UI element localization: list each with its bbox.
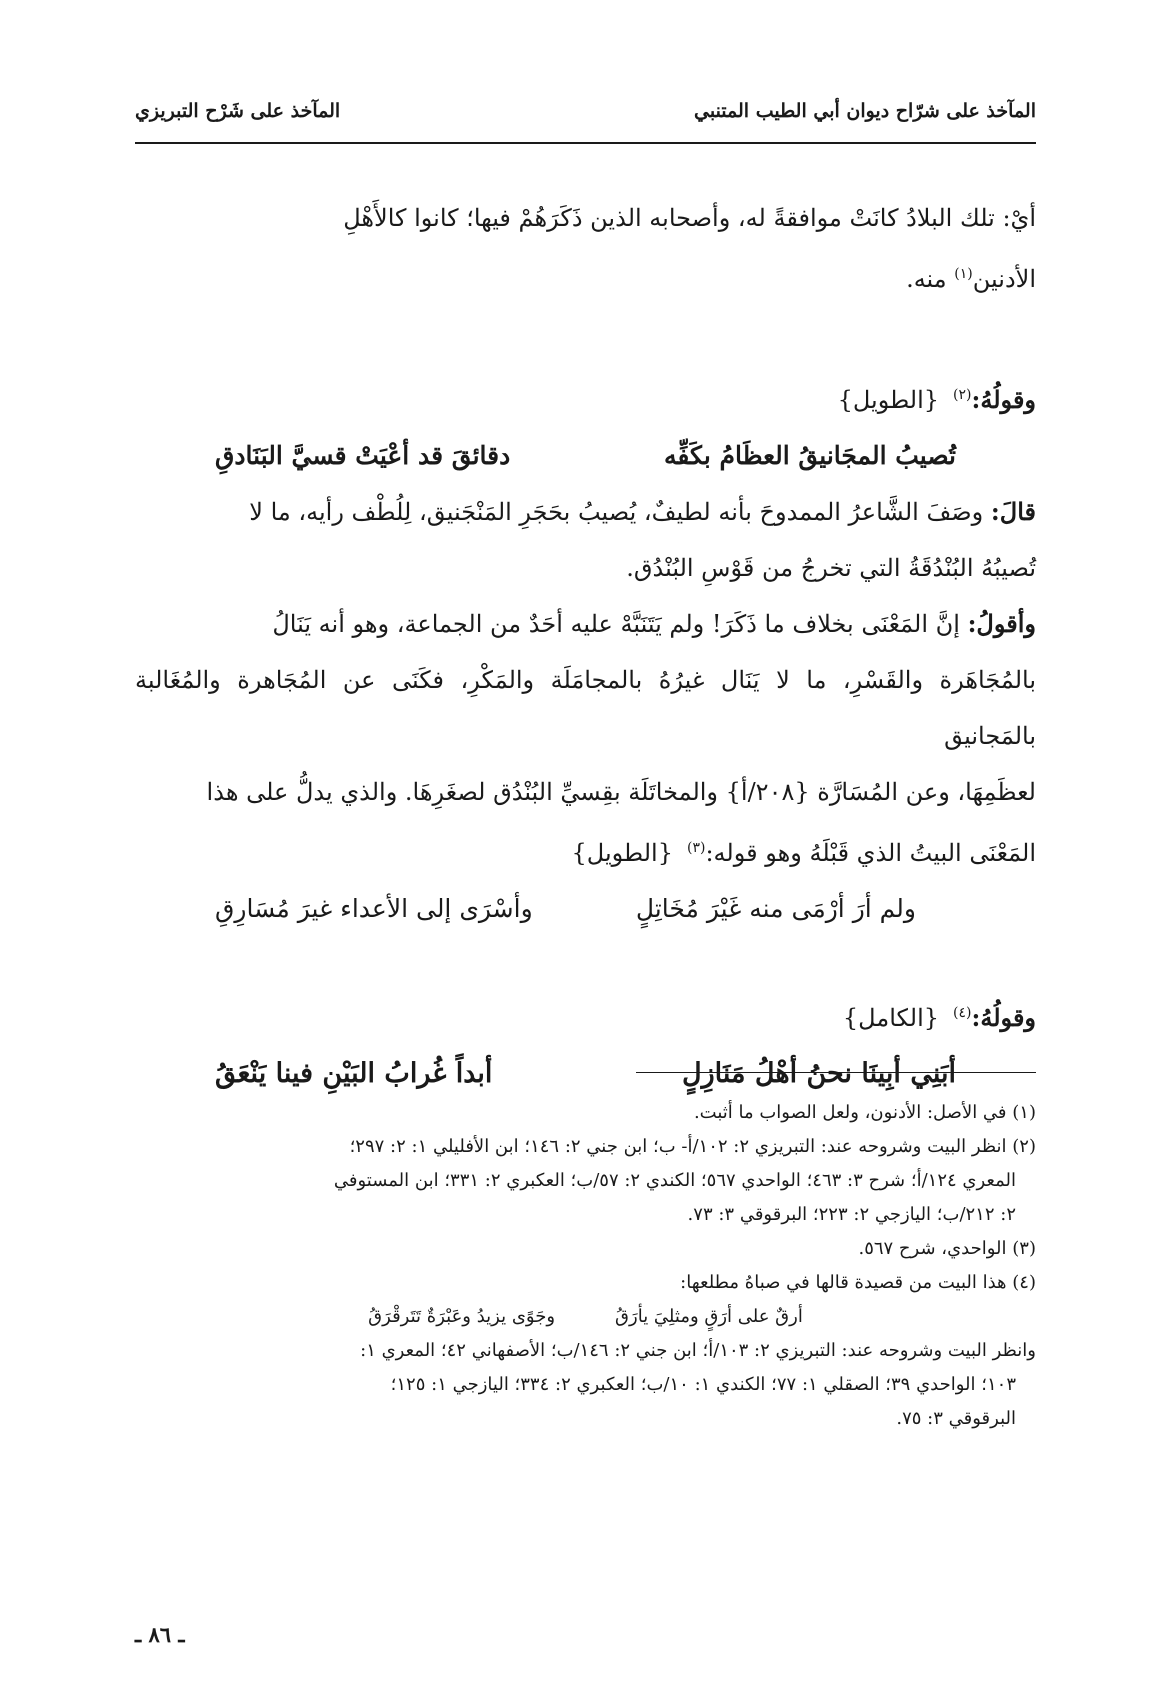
footnotes [135, 1096, 1036, 1436]
footnote-2: (٢) انظر البيت وشروحه عند: التبريزي ٢: ١٠٢/أ- ب؛ ابن جني ٢: ١٤٦؛ ابن الأفليلي ١: ٢: ٢٩٧؛ [349, 1136, 1036, 1157]
paragraph-line: بالمُجَاهَرة والقَسْرِ، ما لا يَنَال غيرُهُ بالمجامَلَة والمَكْرِ، فكَنَى عن المُجَاهرة والمُغَالبة بالمَجانيق [135, 666, 1036, 750]
footnote-4-cont: البرقوقي ٣: ٧٥. [896, 1408, 1016, 1429]
footnote-ref[interactable]: (٣) [687, 840, 706, 856]
header-rule [135, 142, 1036, 144]
paragraph-line [135, 820, 1036, 881]
text-run: وصَفَ الشَّاعرُ الممدوحَ بأنه لطيفٌ، يُصيبُ بحَجَرِ المَنْجَنيق، لِلُطْف رأيه، ما لا [249, 498, 991, 526]
footnote-4-cont: ١٠٣؛ الواحدي ٣٩؛ الصقلي ١: ٧٧؛ الكندي ١: ١٠/ب؛ العكبري ٢: ٣٣٤؛ اليازجي ١: ١٢٥؛ [390, 1374, 1016, 1395]
footnote-4-cont: وانظر البيت وشروحه عند: التبريزي ٢: ١٠٣/أ؛ ابن جني ٢: ١٤٦/ب؛ الأصفهاني ٤٢؛ المعري ١: [360, 1340, 1036, 1361]
meter-name: {الطويل} [837, 386, 940, 414]
running-head-book-title: المآخذ على شرّاح ديوان أبي الطيب المتنبي [694, 100, 1036, 122]
footnote-4: (٤) هذا البيت من قصيدة قالها في صباهُ مطلعها: [680, 1272, 1036, 1293]
paragraph-line [135, 246, 1036, 307]
running-head-chapter-title: المآخذ على شَرْح التبريزي [135, 100, 341, 122]
verse-first-hemistich: تُصيبُ المجَانيقُ العظَامُ بكَفِّه [663, 441, 956, 470]
running-head [135, 100, 1036, 140]
main-text [135, 190, 1036, 1102]
verse-line [135, 881, 1036, 937]
verse-line [135, 428, 1036, 484]
page-number: ـ ٨٦ ـ [135, 1622, 185, 1647]
verse-line [135, 1046, 1036, 1102]
quote-label: وقولُهُ: [971, 1003, 1036, 1032]
verse-first-hemistich: ولم أرَ أرْمَى منه غَيْرَ مُخَاتِلٍ [635, 894, 916, 923]
paragraph-line [135, 484, 1036, 540]
text-run: المَعْنَى البيتُ الذي قَبْلَهُ وهو قوله: [705, 839, 1036, 867]
section-gap [135, 307, 1036, 367]
verse-second-hemistich: وأسْرَى إلى الأعداء غيرَ مُسَارِقِ [215, 894, 533, 923]
aqul-label: وأقولُ: [967, 609, 1036, 638]
footnote-verse-second: وجَوًى يزيدُ وعَبْرَةٌ تَتَرقْرَقُ [368, 1306, 556, 1327]
footnote-verse-first: أرقٌ على أرَقٍ ومثلِيَ يأرَقُ [615, 1306, 803, 1327]
verse-second-hemistich: دقائقَ قد أعْيَتْ قسيَّ البَنَادقِ [215, 441, 511, 470]
footnote-2-cont: ٢: ٢١٢/ب؛ اليازجي ٢: ٢٢٣؛ البرقوقي ٣: ٧٣. [687, 1204, 1016, 1225]
qal-label: قالَ: [990, 497, 1036, 526]
footnote-ref[interactable]: (٤) [953, 1005, 972, 1021]
footnote-3: (٣) الواحدي، شرح ٥٦٧. [858, 1238, 1036, 1259]
verse-intro [135, 367, 1036, 428]
section-gap [135, 937, 1036, 985]
text-run: الأدنين [972, 265, 1036, 293]
quote-label: وقولُهُ: [971, 385, 1036, 414]
paragraph-line [135, 596, 1036, 652]
verse-intro [135, 985, 1036, 1046]
footnote-ref[interactable]: (١) [954, 266, 973, 282]
verse-first-hemistich: أبَنِي أبِينَا نحنُ أهْلُ مَنَازِلٍ [682, 1058, 956, 1089]
paragraph-line: أيْ: تلك البلادُ كانَتْ موافقةً له، وأصحابه الذين ذَكَرَهُمْ فيها؛ كانوا كالأَهْلِ [343, 204, 1036, 232]
meter-name: {الكامل} [842, 1004, 940, 1032]
verse-second-hemistich: أبداً غُرابُ البَيْنِ فينا يَنْعَقُ [215, 1058, 493, 1089]
footnote-2-cont: المعري ١٢٤/أ؛ شرح ٣: ٤٦٣؛ الواحدي ٥٦٧؛ الكندي ٢: ٥٧/ب؛ العكبري ٢: ٣٣١؛ ابن المستوفي [333, 1170, 1016, 1191]
paragraph-line: لعظَمِهَا، وعن المُسَارَّة {٢٠٨/أ} والمخاتَلَة بقِسيِّ البُنْدُق لصغَرِهَا. والذي يدلُّ على هذا [206, 778, 1036, 806]
footnote-1: (١) في الأصل: الأدنون، ولعل الصواب ما أثبت. [693, 1102, 1036, 1123]
text-run: منه. [906, 265, 955, 293]
text-run: إنَّ المَعْنَى بخلاف ما ذَكَرَ! ولم يَتَنَبَّهْ عليه أحَدٌ من الجماعة، وهو أنه يَنَالُ [272, 610, 968, 638]
footnote-ref[interactable]: (٢) [953, 387, 972, 403]
footnote-rule [636, 1072, 1036, 1073]
footnote-verse [135, 1300, 1036, 1334]
paragraph-line: تُصيبُهُ البُنْدُقَةُ التي تخرجُ من قَوْسِ البُنْدُق. [626, 554, 1036, 582]
meter-name: {الطويل} [571, 839, 673, 867]
